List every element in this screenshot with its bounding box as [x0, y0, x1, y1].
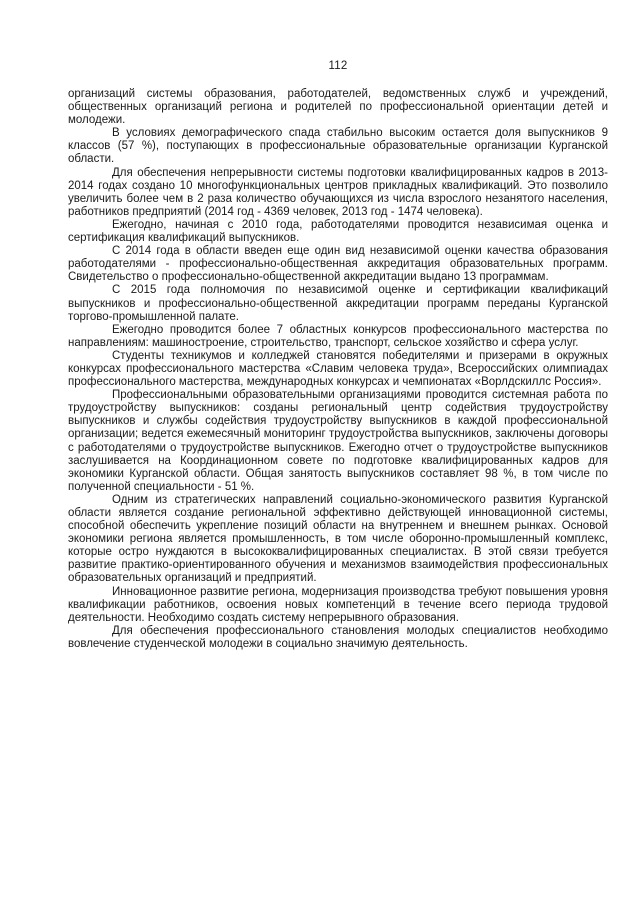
paragraph-young-specialists: Для обеспечения профессионального становления молодых специалистов необходимо вовлечение студенческой молодежи в социально значимую деятельность.	[68, 624, 608, 650]
page-number: 112	[328, 60, 348, 72]
paragraph-innovative-development: Инновационное развитие региона, модернизация производства требуют повышения уровня квалификации работников, освоения новых компетенций в течение всего периода трудовой деятельности. Необходимо создать систему непрерывного образования.	[68, 585, 608, 624]
paragraph-continuation: организаций системы образования, работодателей, ведомственных служб и учреждений, общественных организаций региона и родителей по профессиональной ориентации детей и молодежи.	[68, 88, 608, 127]
document-page	[68, 60, 608, 651]
paragraph-student-winners: Студенты техникумов и колледжей становятся победителями и призерами в окружных конкурсах профессионального мастерства «Славим человека труда», Всероссийских олимпиадах профессионального мастерства, международных конкурсах и чемпионатах «Ворлдскиллс Россия».	[68, 349, 608, 389]
paragraph-employment: Профессиональными образовательными организациями проводится системная работа по трудоустройству выпускников: созданы региональный центр содействия трудоустройству выпускников и службы содействия трудоустройству выпускников в каждой профессиональной организации; ведется ежемесячный мониторинг трудоустройства выпускников, заключены договоры с работодателями о трудоустройстве выпускников. Ежегодно отчет о трудоустройстве выпускников заслушивается на Координационном совете по подготовке квалифицированных кадров для экономики Курганской области. Общая занятость выпускников составляет 98 %, в том числе по полученной специальности - 51 %.	[68, 389, 608, 493]
paragraph-independent-assessment: Ежегодно, начиная с 2010 года, работодателями проводится независимая оценка и сертификация квалификаций выпускников.	[68, 218, 608, 245]
paragraph-accreditation: С 2014 года в области введен еще один вид независимой оценки качества образования работодателями - профессионально-общественная аккредитация образовательных программ. Свидетельство о профессионально-общественной аккредитации выдано 13 программам.	[68, 245, 608, 284]
paragraph-graduates-share: В условиях демографического спада стабильно высоким остается доля выпускников 9 классов (57 %), поступающих в профессиональные образовательные организации Курганской области.	[68, 127, 608, 166]
paragraph-qualification-centers: Для обеспечения непрерывности системы подготовки квалифицированных кадров в 2013-2014 годах создано 10 многофункциональных центров прикладных квалификаций. Это позволило увеличить более чем в 2 раза количество обучающихся из числа взрослого незанятого населения, работников предприятий (2014 год - 4369 человек, 2013 год - 1474 человека).	[68, 166, 608, 218]
paragraph-chamber-of-commerce: С 2015 года полномочия по независимой оценке и сертификации квалификаций выпускников и профессионально-общественной аккредитации программ переданы Курганской торгово-промышленной палате.	[68, 284, 608, 323]
paragraph-skills-contests: Ежегодно проводится более 7 областных конкурсов профессионального мастерства по направлениям: машиностроение, строительство, транспорт, сельское хозяйство и сфера услуг.	[68, 323, 608, 349]
paragraph-innovation-system: Одним из стратегических направлений социально-экономического развития Курганской области является создание региональной эффективно действующей инновационной системы, способной обеспечить укрепление позиций области на внутреннем и внешнем рынках. Основой экономики региона является промышленность, в том числе оборонно-промышленный комплекс, которые остро нуждаются в высококвалифицированных специалистах. В этой связи требуется развитие практико-ориентированного обучения и механизмов взаимодействия профессиональных образовательных организаций и предприятий.	[68, 493, 608, 585]
